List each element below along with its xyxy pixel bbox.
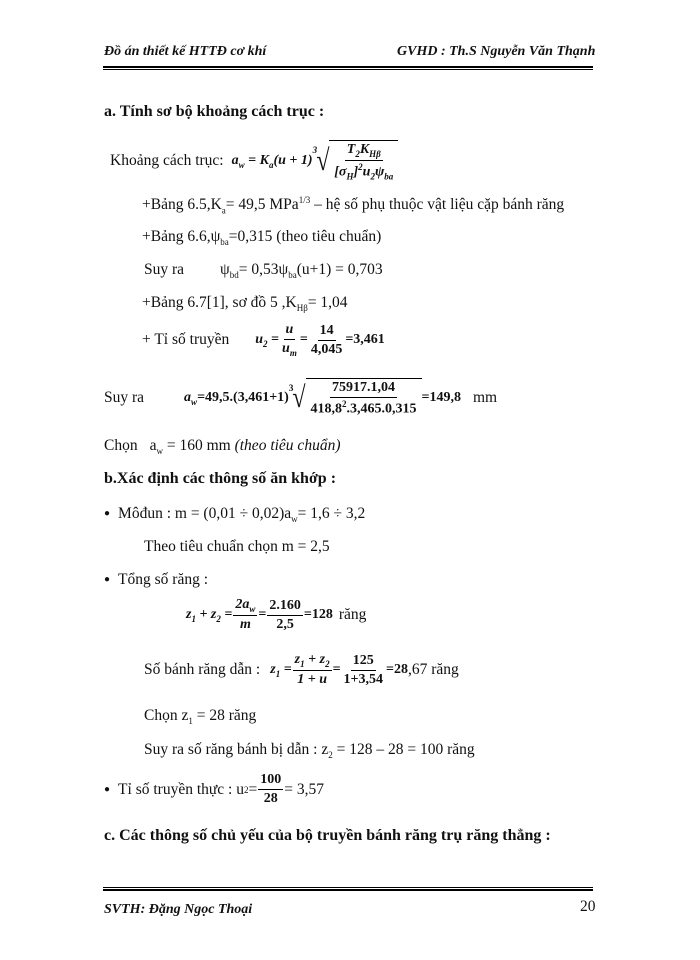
axis-distance-label: Khoảng cách trục:: [110, 151, 224, 169]
header-right: GVHD : Th.S Nguyễn Văn Thạnh: [397, 44, 596, 59]
footer-rule-thin: [103, 887, 593, 888]
module-standard-line: Theo tiêu chuẩn chọn m = 2,5: [144, 538, 330, 555]
teeth-sum-formula: $z_1 + z_2$ = $\frac{2a_w}{m}$ = $\frac{2.160}{2,5}$ =128 răng: [186, 597, 367, 633]
table-6-6-line: +Bảng $6.6,\psi_{ba}=0,315$ (theo tiêu chuẩn): [142, 228, 382, 248]
bullet-icon: ●: [104, 508, 111, 519]
formula-aw: $a_w = K_a(u + 1)$: [231, 152, 313, 170]
z1-formula-line: Số bánh răng dẫn : $z_1$ = $\frac{z_1 + z_2}{1 + u}$ = $\frac{125}{1+3,54}$ =28 ,67 răng: [144, 652, 459, 688]
footer-student: SVTH: Đặng Ngọc Thoại: [104, 902, 253, 917]
table-6-5-line: +Bảng $6.5,K_a= 49,5$ MPa$^{1/3}$ – hệ số phụ thuộc vật liệu cặp bánh răng: [142, 195, 565, 216]
bullet-icon: ●: [104, 784, 111, 796]
section-c-title: c. Các thông số chủ yếu của bộ truyền bánh răng trụ răng thẳng :: [104, 827, 551, 844]
table-6-7-line: +Bảng 6.7[1], sơ đồ 5 $,K_{H\beta}= 1,04$: [142, 294, 348, 314]
teeth-total-title: ● Tổng số răng :: [104, 571, 209, 588]
header-rule: [103, 66, 593, 68]
axis-distance-formula: [110, 140, 398, 182]
module-line: ● Môđun : $m = (0,01 \div 0,02)a_w= 1,6 \div 3,2$: [104, 505, 366, 525]
psi-bd-line: Suy ra $\psi_{bd}= 0,53\psi_{ba}(u+1) = 0,703$: [144, 261, 383, 281]
bullet-icon: ●: [104, 574, 111, 585]
header-rule-thin: [103, 69, 593, 70]
footer-rule: [103, 889, 593, 891]
choose-z1-line: Chọn $z_1 = 28$ răng: [144, 707, 257, 727]
z2-line: Suy ra số răng bánh bị dẫn : $z_2 = 128 - 28 = 100$ răng: [144, 741, 475, 761]
cube-root-formula: 3 √ $\frac{T_2K_{H\beta}}{[\sigma_H]^2u_2\psi_{ba}}$: [313, 140, 399, 182]
choose-aw-line: Chọn $a_w = 160$ mm (theo tiêu chuẩn): [104, 437, 341, 457]
section-a-title: a. Tính sơ bộ khoảng cách trục :: [104, 103, 325, 120]
header-left: Đồ án thiết kế HTTĐ cơ khí: [104, 44, 267, 59]
aw-result-line: Suy ra $a_w$ =49,5.(3,461+1) 3 √ $\frac{75917.1,04}{418,8^2.3,465.0,315}$ =149,8 mm: [104, 380, 498, 417]
gear-ratio-line: + Tỉ số truyền $u_2$ = $\frac{u}{u_m}$ = $\frac{14}{4,045}$ =3,461: [142, 322, 385, 358]
page-number: 20: [580, 898, 596, 915]
real-ratio-line: ● Tỉ số truyền thực : u 2 = $\frac{100}{28}$ = 3,57: [104, 772, 324, 807]
section-b-title: b.Xác định các thông số ăn khớp :: [104, 470, 337, 487]
